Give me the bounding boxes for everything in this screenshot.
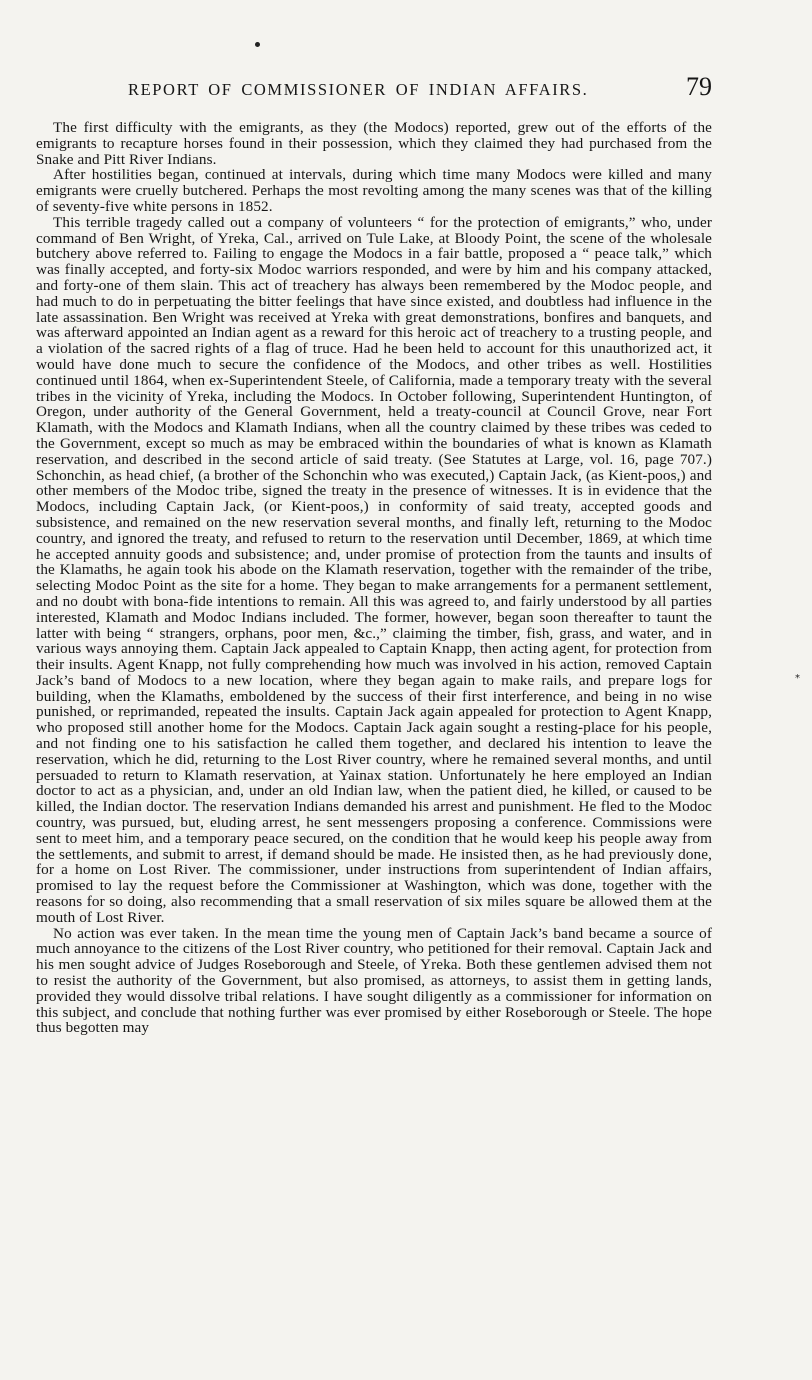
running-title: REPORT OF COMMISSIONER OF INDIAN AFFAIRS. [128, 80, 589, 99]
paragraph: The first difficulty with the emigrants, as they (the Modocs) reported, grew out of the efforts of the emigrants to recapture horses found in their possession, which they claimed they had purchased from the Snake and Pitt River Indians. [36, 119, 712, 168]
print-dot [255, 42, 260, 47]
paragraph: After hostilities began, continued at intervals, during which time many Modocs were killed and many emigrants were cruelly butchered. Perhaps the most revolting among the many scenes was that of the killing of seventy-five white persons in 1852. [36, 166, 712, 215]
page-number: 79 [686, 72, 712, 101]
body-text [36, 120, 712, 1036]
page-header [100, 72, 712, 106]
paragraph: No action was ever taken. In the mean time the young men of Captain Jack’s band became a source of much annoyance to the citizens of the Lost River country, who petitioned for their removal. Captain Jack and his men sought advice of Judges Roseborough and Steele, of Yreka. Both these gentlemen advised them not to resist the authority of the Government, but also promised, as attorneys, to assist them in getting lands, provided they would dissolve tribal relations. I have sought diligently as a commissioner for information on this subject, and conclude that nothing further was ever promised by either Roseborough or Steele. The hope thus begotten may [36, 924, 712, 1037]
paragraph: This terrible tragedy called out a company of volunteers “ for the protection of emigrants,” who, under command of Ben Wright, of Yreka, Cal., arrived on Tule Lake, at Bloody Point, the scene of the wholesale butchery above referred to. Failing to engage the Modocs in a fair battle, proposed a “ peace talk,” which was finally accepted, and forty-six Modoc warriors responded, and were by him and his company attacked, and forty-one of them slain. This act of treachery has always been remembered by the Modoc people, and had much to do in perpetuating the bitter feelings that have since existed, and doubtless had influence in the late assassination. Ben Wright was received at Yreka with great demonstrations, bonfires and banquets, and was afterward appointed an Indian agent as a reward for this heroic act of treachery to a trusting people, and a violation of the sacred rights of a flag of truce. Had he been held to account for this unauthorized act, it would have done much to secure the confidence of the Modocs, and other tribes as well. Hostilities continued until 1864, when ex-Superintendent Steele, of California, made a temporary treaty with the several tribes in the vicinity of Yreka, including the Modocs. In October following, Superintendent Huntington, of Oregon, under authority of the General Government, held a treaty-council at Council Grove, near Fort Klamath, with the Modocs and Klamath Indians, when all the country claimed by these tribes was ceded to the Government, except so much as may be embraced within the boundaries of what is known as Klamath reservation, and described in the second article of said treaty. (See Statutes at Large, vol. 16, page 707.) Schonchin, as head chief, (a brother of the Schonchin who was executed,) Captain Jack, (as Kient-poos,) and other members of the Modoc tribe, signed the treaty in the presence of witnesses. It is in evidence that the Modocs, including Captain Jack, (or Kient-poos,) in conformity of said treaty, accepted goods and subsistence, and remained on the new reservation several months, and finally left, returning to the Modoc country, and ignored the treaty, and refused to return to the reservation until December, 1869, at which time he accepted annuity goods and subsistence; and, under promise of protection from the taunts and insults of the Klamaths, he again took his abode on the Klamath reservation, together with the remainder of the tribe, selecting Modoc Point as the site for a home. They began to make arrangements for a permanent settlement, and no doubt with bona-fide intentions to remain. All this was agreed to, and fairly understood by all parties interested, Klamath and Modoc Indians included. The former, however, began soon thereafter to taunt the latter with being “ strangers, orphans, poor men, &c.,” claiming the timber, fish, grass, and water, and in various ways annoying them. Captain Jack appealed to Captain Knapp, then acting agent, for protection from their insults. Agent Knapp, not fully comprehending how much was involved in his action, removed Captain Jack’s band of Modocs to a new location, where they began again to make rails, and prepare logs for building, when the Klamaths, emboldened by the success of their first interference, and being in no wise punished, or reprimanded, repeated the insults. Captain Jack again appealed for protection to Agent Knapp, who proposed still another home for the Modocs. Captain Jack again sought a resting-place for his people, and not finding one to his satisfaction he called them together, and declared his intention to leave the reservation, which he did, returning to the Lost River country, where he remained several months, and until persuaded to return to Klamath reservation, at Yainax station. Unfortunately he here employed an Indian doctor to act as a physician, and, under an old Indian law, when the patient died, he killed, or caused to be killed, the Indian doctor. The reservation Indians demanded his arrest and punishment. He fled to the Modoc country, was pursued, but, eluding arrest, he sent messengers proposing a conference. Commissions were sent to meet him, and a temporary peace secured, on the condition that he would keep his people away from the settlements, and submit to arrest, if demand should be made. He insisted then, as he had previously done, for a home on Lost River. The commissioner, under instructions from superintendent of Indian affairs, promised to lay the request before the Commissioner at Washington, which was done, together with the reasons for so doing, also recommending that a small reservation of six miles square be allowed them at the mouth of Lost River. [36, 213, 712, 926]
margin-mark: * [795, 673, 800, 684]
